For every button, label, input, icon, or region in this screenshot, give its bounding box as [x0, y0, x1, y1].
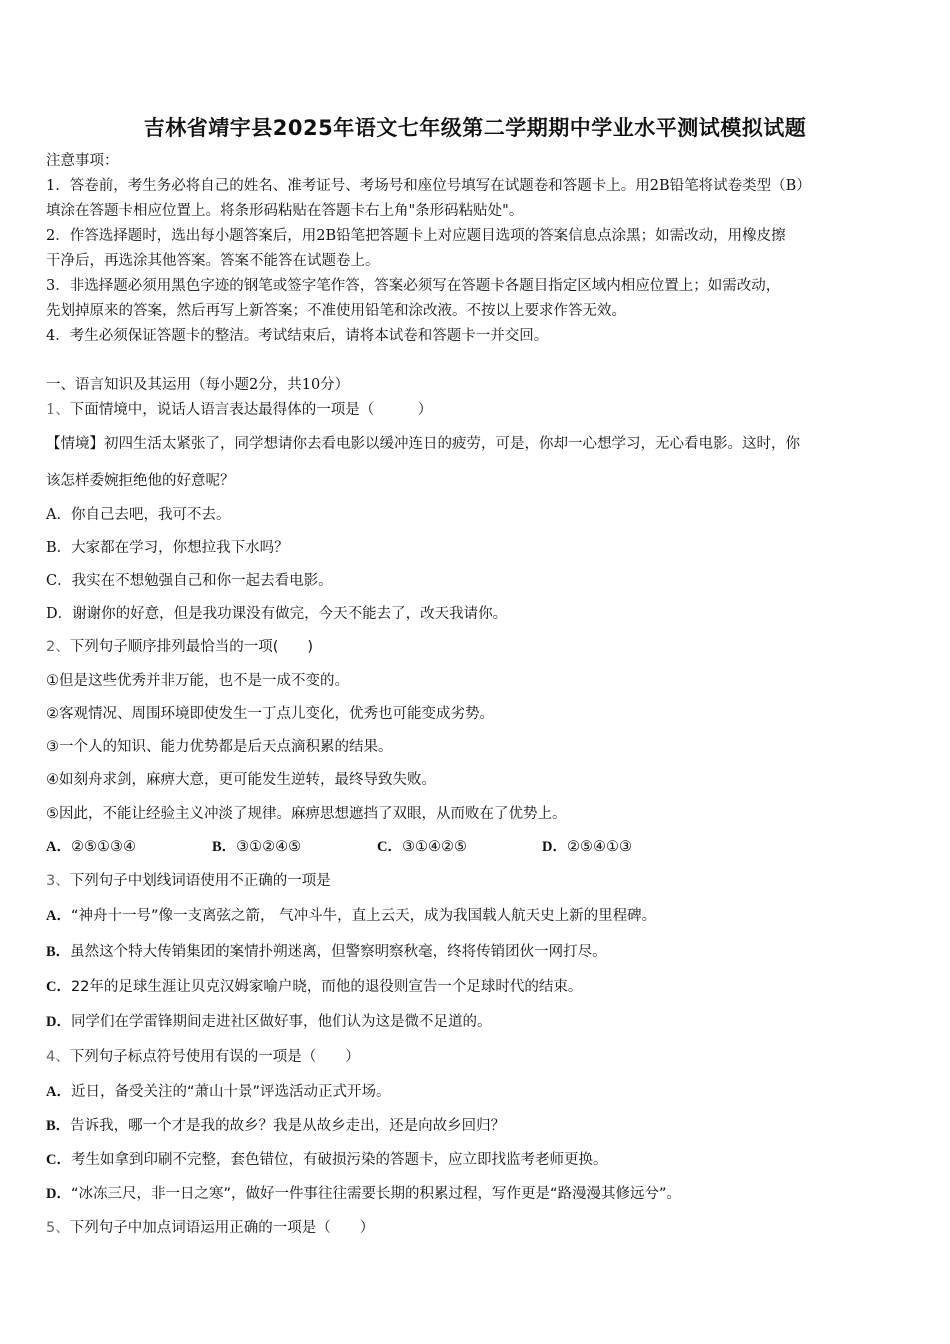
option-label: B．	[46, 540, 72, 556]
option-d	[46, 1012, 491, 1032]
option-text: 22年的足球生涯让贝克汉姆家喻户晓，而他的退役则宣告一个足球时代的结束。	[70, 979, 583, 995]
option-text: 近日，备受关注的“萧山十景”评选活动正式开场。	[70, 1084, 391, 1100]
sentence-item: ①但是这些优秀并非万能，也不是一成不变的。	[46, 673, 349, 689]
option-text: 大家都在学习，你想拉我下水吗？	[71, 540, 289, 556]
question-stem-text: 下列句子中加点词语运用正确的一项是（ ）	[69, 1220, 375, 1236]
option-a	[46, 1082, 391, 1102]
option-label: B．	[212, 839, 237, 855]
question-4-stem	[46, 1047, 360, 1067]
question-stem-text: 下面情境中，说话人语言表达最得体的一项是（ ）	[69, 402, 433, 418]
option-label: D．	[46, 606, 73, 622]
option-a	[46, 837, 212, 857]
notice-line: 先划掉原来的答案，然后再写上新答案；不准使用铅笔和涂改液。不按以上要求作答无效。	[46, 303, 626, 319]
question-number: 1、	[46, 402, 70, 418]
option-label: A．	[46, 839, 71, 855]
option-text: ③①②④⑤	[236, 839, 302, 855]
option-text: “神舟十一号”像一支离弦之箭， 气冲斗牛，直上云天，成为我国载人航天史上新的里程碑。	[70, 908, 657, 924]
option-text: ②⑤①③④	[70, 839, 136, 855]
sentence-item: ③一个人的知识、能力优势都是后天点滴积累的结果。	[46, 739, 393, 755]
option-d	[542, 837, 632, 857]
notice-line: 3．非选择题必须用黑色字迹的钢笔或签字笔作答，答案必须写在答题卡各题目指定区域内相应位置上；如需改动，	[46, 278, 781, 294]
option-d	[46, 604, 507, 624]
option-c	[46, 977, 582, 997]
question-number: 3、	[46, 873, 70, 889]
option-b	[212, 837, 377, 857]
option-text: “冰冻三尺，非一日之寒”，做好一件事往往需要长期的积累过程，写作更是“路漫漫其修远兮”。	[70, 1186, 682, 1202]
option-label: D．	[46, 1186, 71, 1202]
option-text: 谢谢你的好意，但是我功课没有做完，今天不能去了，改天我请你。	[72, 606, 508, 622]
notice-line: 干净后，再选涂其他答案。答案不能答在试题卷上。	[46, 253, 380, 269]
notice-line: 填涂在答题卡相应位置上。将条形码粘贴在答题卡右上角"条形码粘贴处"。	[46, 203, 524, 219]
option-b	[46, 538, 289, 558]
option-label: D．	[542, 839, 567, 855]
notice-heading: 注意事项：	[46, 153, 119, 169]
sentence-item: ②客观情况、周围环境即使发生一丁点儿变化，优秀也可能变成劣势。	[46, 706, 494, 722]
option-b	[46, 942, 607, 962]
options-row	[46, 837, 632, 857]
option-label: B．	[46, 944, 71, 960]
notice-line: 2．作答选择题时，选出每小题答案后，用2B铅笔把答题卡上对应题目选项的答案信息点涂黑；如需改动，用橡皮擦	[46, 228, 786, 244]
option-c	[46, 571, 333, 591]
option-text: ③①④②⑤	[401, 839, 467, 855]
option-a	[46, 906, 656, 926]
option-b	[46, 1116, 505, 1136]
option-c	[377, 837, 542, 857]
option-text: 我实在不想勉强自己和你一起去看电影。	[71, 573, 333, 589]
question-number: 4、	[46, 1049, 70, 1065]
option-a	[46, 505, 230, 525]
option-label: C．	[46, 1152, 71, 1168]
question-stem-text: 下列句子中划线词语使用不正确的一项是	[69, 873, 331, 889]
option-text: 虽然这个特大传销集团的案情扑朔迷离，但警察明察秋毫，终将传销团伙一网打尽。	[70, 944, 607, 960]
option-label: D．	[46, 1014, 71, 1030]
question-stem-text: 下列句子顺序排列最恰当的一项( )	[69, 639, 314, 655]
question-5-stem	[46, 1218, 374, 1238]
question-2-stem	[46, 637, 313, 657]
option-text: 你自己去吧，我可不去。	[70, 507, 231, 523]
option-text: ②⑤④①③	[566, 839, 632, 855]
option-label: A．	[46, 507, 71, 523]
section-heading: 一、语言知识及其运用（每小题2分，共10分）	[46, 377, 350, 393]
sentence-item: ④如刻舟求剑，麻痹大意，更可能发生逆转，最终导致失败。	[46, 772, 436, 788]
option-label: A．	[46, 1084, 71, 1100]
question-1-stem	[46, 400, 432, 420]
question-number: 5、	[46, 1220, 70, 1236]
option-label: C．	[377, 839, 402, 855]
notice-line: 1．答卷前，考生务必将自己的姓名、准考证号、考场号和座位号填写在试题卷和答题卡上。用2B铅笔将试卷类型（B）	[46, 178, 811, 194]
page-title: 吉林省靖宇县2025年语文七年级第二学期期中学业水平测试模拟试题	[143, 116, 807, 140]
question-context: 【情境】初四生活太紧张了，同学想请你去看电影以缓冲连日的疲劳，可是，你却一心想学习，无心看电影。这时，你	[46, 436, 800, 452]
question-number: 2、	[46, 639, 70, 655]
option-text: 考生如拿到印刷不完整，套色错位，有破损污染的答题卡，应立即找监考老师更换。	[70, 1152, 608, 1168]
option-label: A．	[46, 908, 71, 924]
option-label: B．	[46, 1118, 71, 1134]
question-3-stem	[46, 871, 331, 891]
question-context: 该怎样委婉拒绝他的好意呢？	[46, 473, 235, 489]
question-stem-text: 下列句子标点符号使用有误的一项是（ ）	[69, 1049, 360, 1065]
notice-line: 4．考生必须保证答题卡的整洁。考试结束后，请将本试卷和答题卡一并交回。	[46, 328, 549, 344]
option-text: 同学们在学雷锋期间走进社区做好事，他们认为这是微不足道的。	[70, 1014, 492, 1030]
option-c	[46, 1150, 607, 1170]
option-label: C．	[46, 979, 71, 995]
option-label: C．	[46, 573, 72, 589]
sentence-item: ⑤因此，不能让经验主义冲淡了规律。麻痹思想遮挡了双眼，从而败在了优势上。	[46, 806, 567, 822]
option-d	[46, 1184, 681, 1204]
option-text: 告诉我，哪一个才是我的故乡？我是从故乡走出，还是向故乡回归？	[70, 1118, 506, 1134]
